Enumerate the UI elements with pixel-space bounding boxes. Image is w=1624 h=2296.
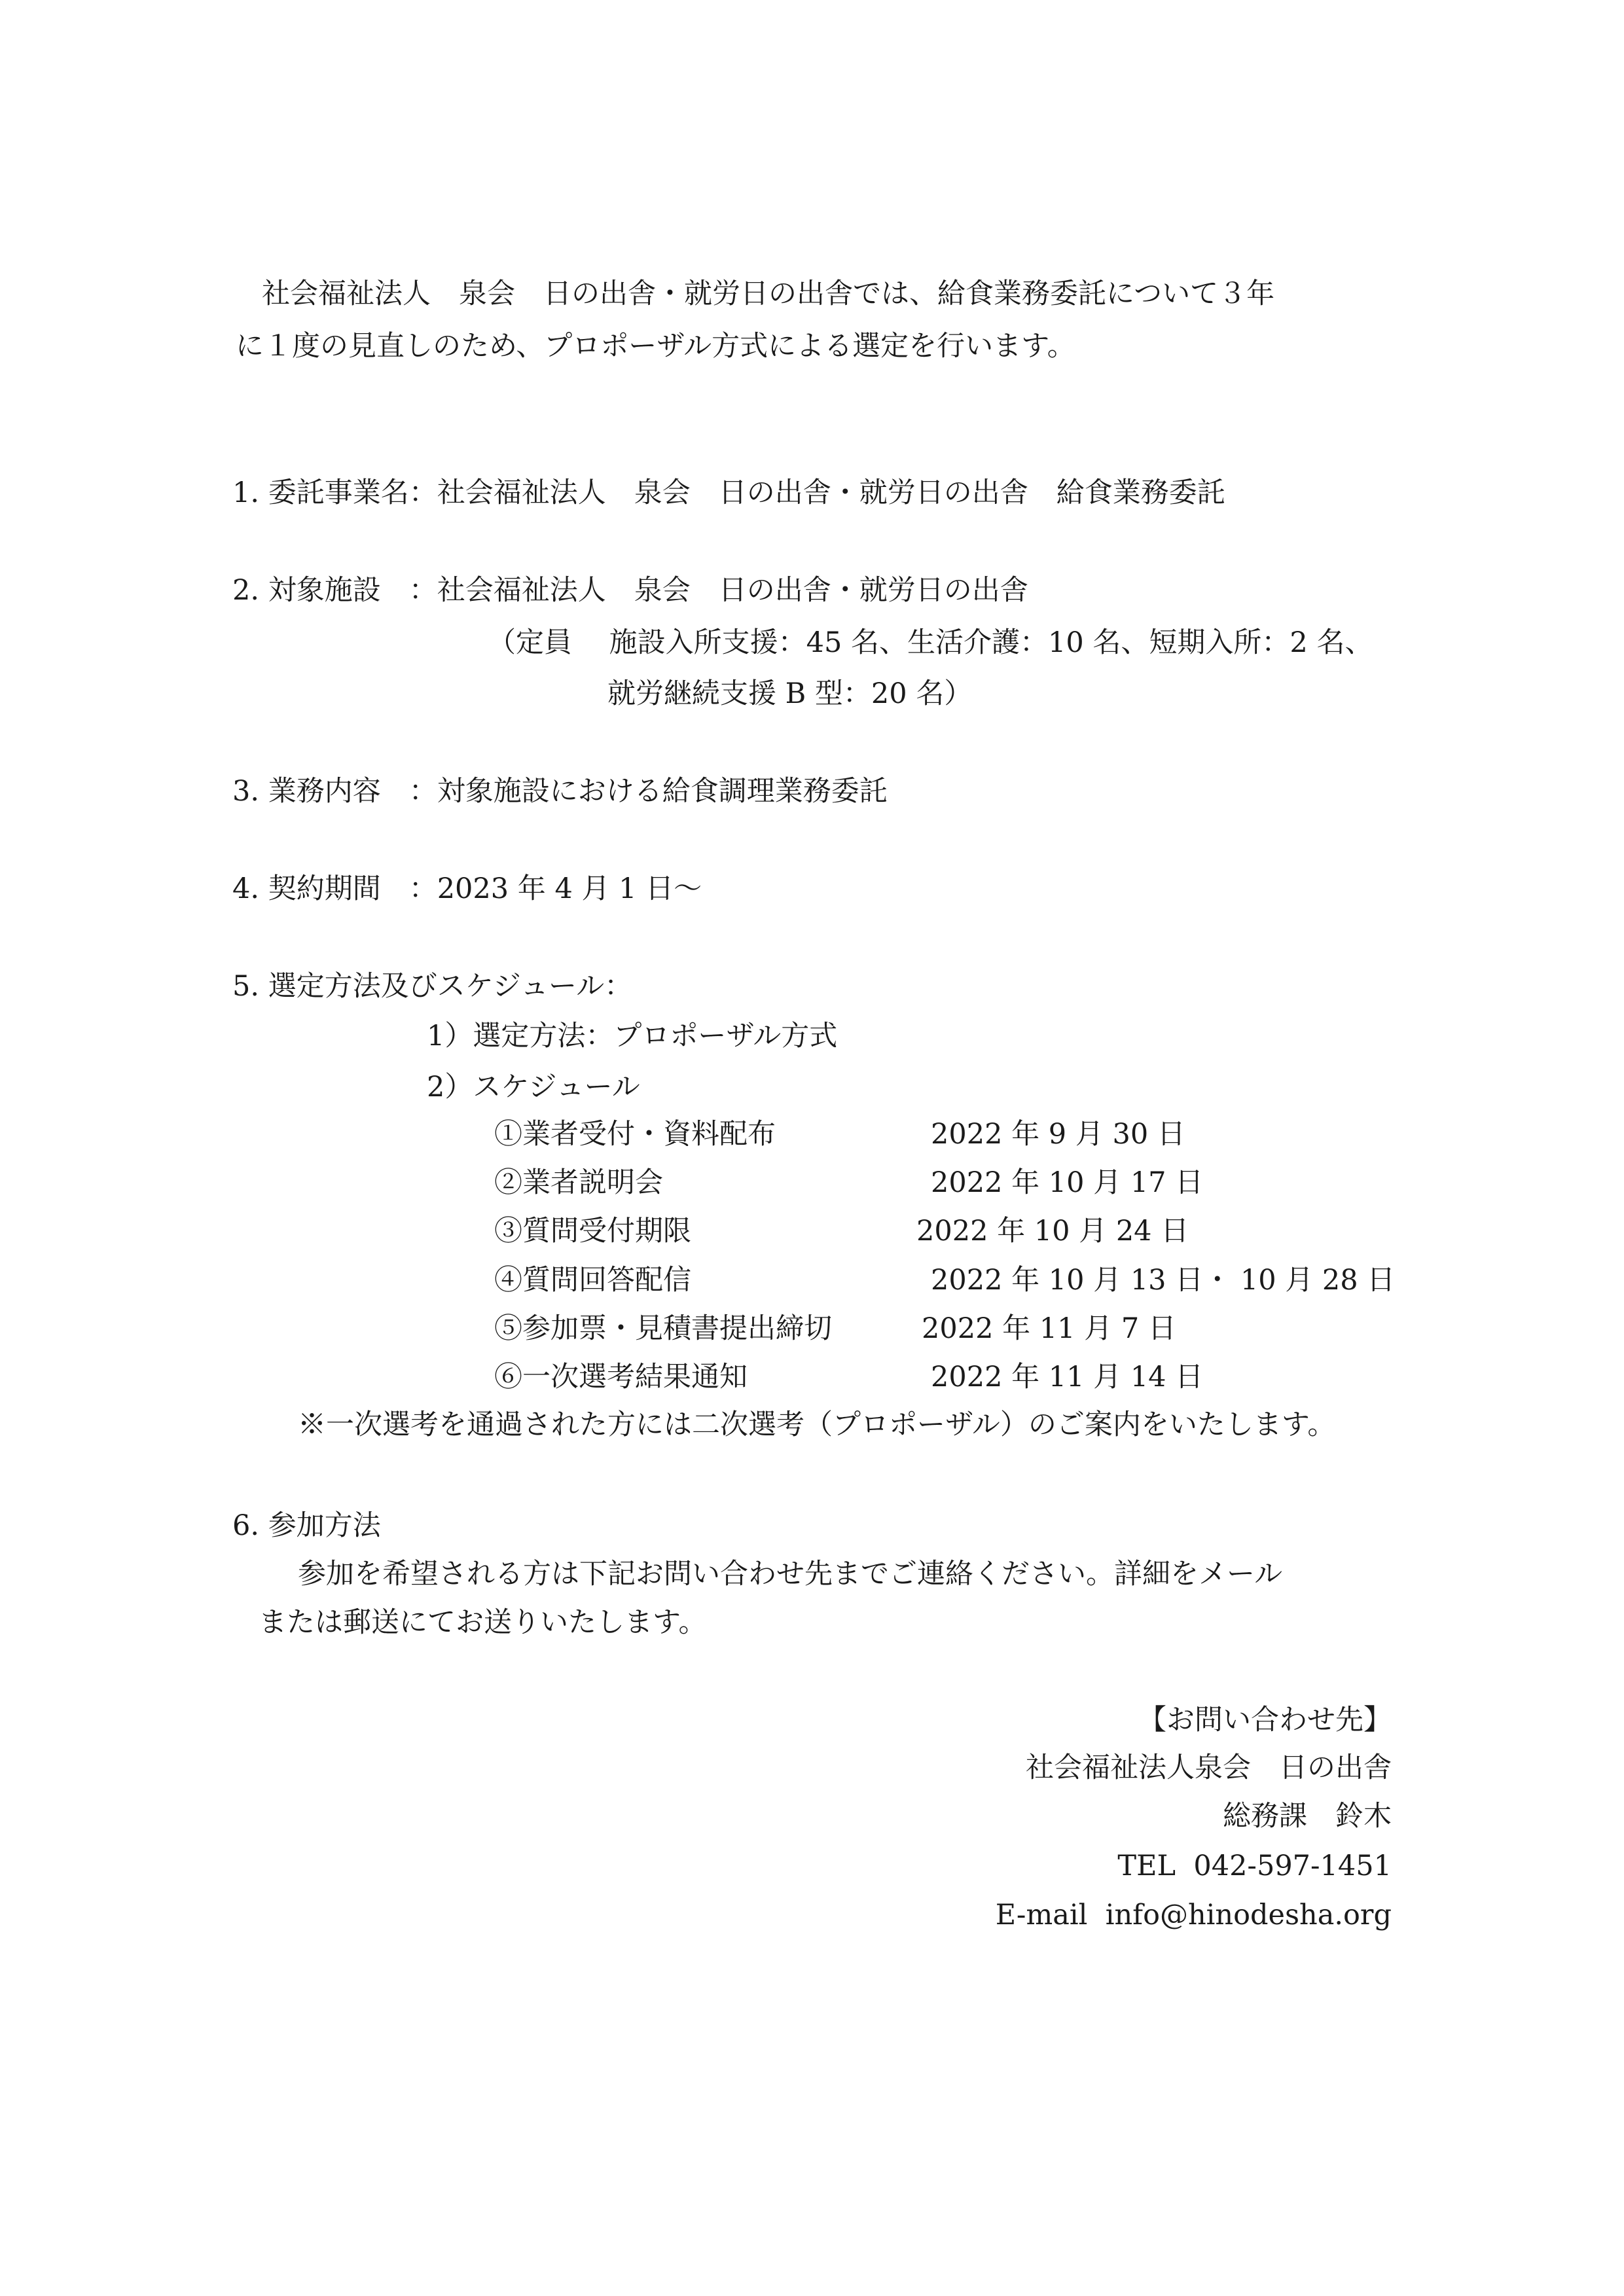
section-2-capacity-note-1: （定員 施設入所支援：45 名、生活介護：10 名、短期入所：2 名、 [488, 626, 1373, 659]
contact-heading: 【お問い合わせ先】 [1138, 1704, 1392, 1736]
schedule-date: 2022 年 11 月 14 日 [931, 1361, 1204, 1393]
section-5-schedule-title: 2）スケジュール [427, 1071, 640, 1103]
schedule-item: ③質問受付期限 [494, 1215, 691, 1247]
section-2-capacity-note-2: 就労継続支援 B 型：20 名） [607, 677, 973, 710]
contact-tel: TEL 042-597-1451 [1117, 1850, 1392, 1882]
schedule-item: ④質問回答配信 [494, 1264, 691, 1297]
schedule-item: ⑤参加票・見積書提出締切 [494, 1312, 832, 1345]
schedule-item: ①業者受付・資料配布 [494, 1118, 776, 1151]
section-5-selection-method: 1）選定方法：プロポーザル方式 [427, 1020, 838, 1052]
section-6-participation: 6. 参加方法 [232, 1509, 381, 1542]
schedule-date: 2022 年 10 月 13 日・ 10 月 28 日 [931, 1264, 1396, 1297]
schedule-date: 2022 年 10 月 17 日 [931, 1166, 1204, 1199]
section-3-work-content: 3. 業務内容 ：対象施設における給食調理業務委託 [232, 775, 888, 808]
section-6-text-2: または郵送にてお送りいたします。 [259, 1606, 707, 1639]
section-6-text-1: 参加を希望される方は下記お問い合わせ先までご連絡ください。詳細をメール [298, 1558, 1283, 1590]
schedule-item: ⑥一次選考結果通知 [494, 1361, 748, 1393]
schedule-date: 2022 年 11 月 7 日 [922, 1312, 1176, 1345]
section-4-contract-period: 4. 契約期間 ：2023 年 4 月 1 日～ [232, 872, 702, 905]
section-5-note: ※一次選考を通過された方には二次選考（プロポーザル）のご案内をいたします。 [298, 1408, 1336, 1441]
schedule-date: 2022 年 10 月 24 日 [916, 1215, 1189, 1247]
contact-email: E-mail info@hinodesha.org [995, 1899, 1392, 1931]
section-5-selection-schedule: 5. 選定方法及びスケジュール： [232, 970, 633, 1003]
schedule-date: 2022 年 9 月 30 日 [931, 1118, 1185, 1151]
schedule-item: ②業者説明会 [494, 1166, 663, 1199]
contact-person: 総務課 鈴木 [1223, 1800, 1392, 1833]
intro-line-2: に１度の見直しのため、プロポーザル方式による選定を行います。 [236, 330, 1075, 363]
intro-line-1: 社会福祉法人 泉会 日の出舎・就労日の出舎では、給食業務委託について３年 [262, 278, 1275, 310]
contact-organization: 社会福祉法人泉会 日の出舎 [1026, 1751, 1392, 1784]
section-2-target-facility: 2. 対象施設 ：社会福祉法人 泉会 日の出舎・就労日の出舎 [232, 574, 1028, 607]
section-1-contract-name: 1. 委託事業名：社会福祉法人 泉会 日の出舎・就労日の出舎 給食業務委託 [232, 476, 1225, 509]
